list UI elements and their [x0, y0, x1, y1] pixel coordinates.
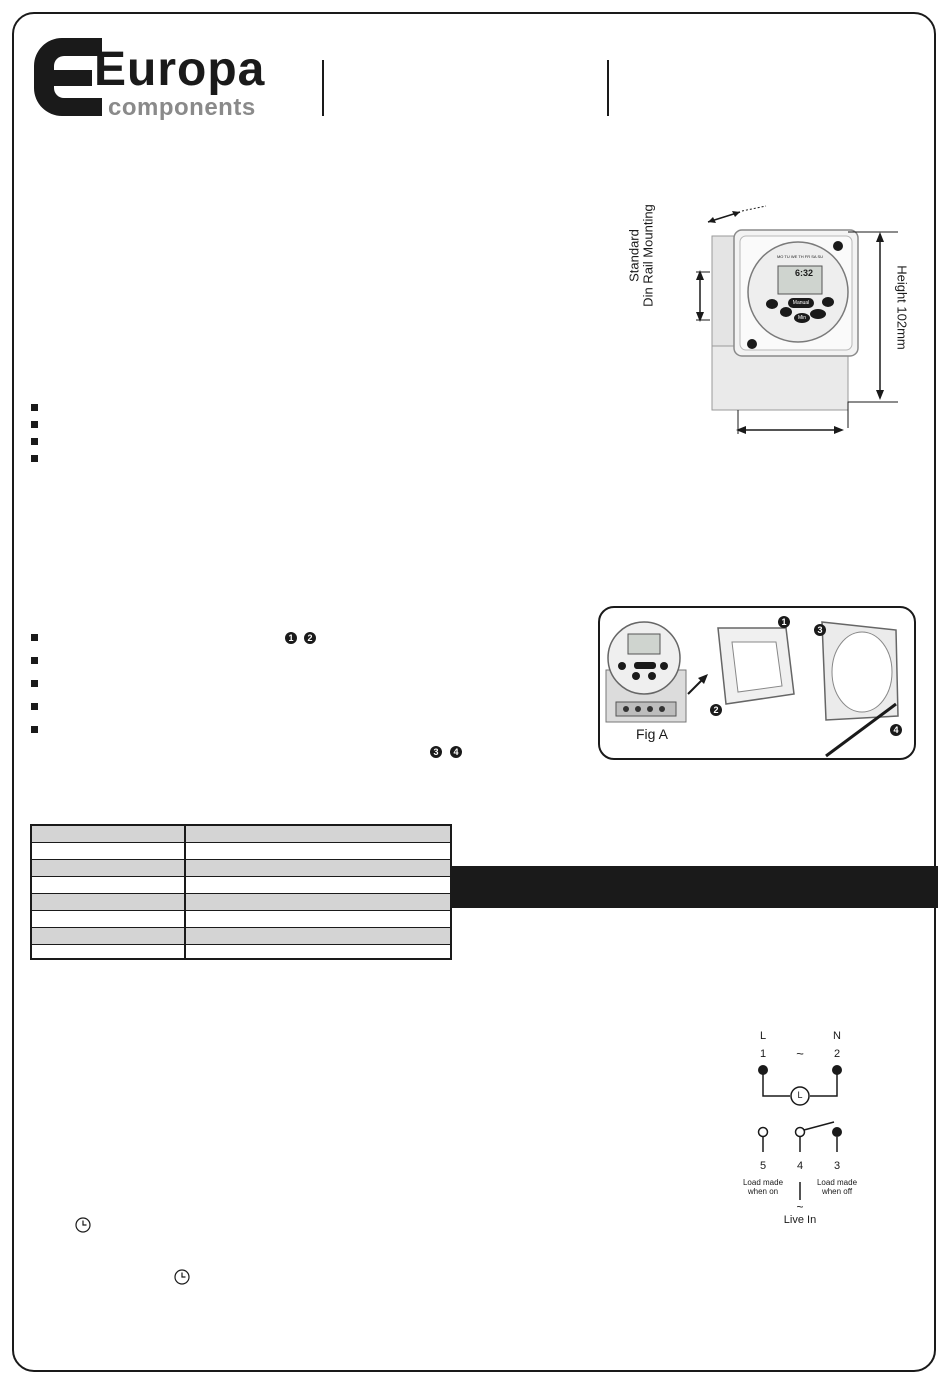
wiring-n-label: N	[833, 1030, 841, 1042]
fig-a-marker-1: 1	[778, 616, 790, 628]
bullet-marker	[31, 703, 38, 710]
bullet-marker	[31, 634, 38, 641]
terminal-2-label: 2	[833, 1048, 841, 1060]
fig-a-marker-2: 2	[710, 704, 722, 716]
product-figure	[626, 200, 930, 440]
inline-marker: 4	[450, 746, 462, 758]
bullet-marker	[31, 421, 38, 428]
load-on-line1: Load made	[742, 1178, 784, 1187]
header-divider-left	[322, 60, 324, 116]
load-off-line2: when off	[821, 1187, 853, 1196]
table-row	[32, 860, 450, 877]
mounting-label-line1: Standard	[626, 229, 642, 282]
table-row	[32, 945, 450, 958]
bullet-marker	[31, 404, 38, 411]
bullet-marker	[31, 657, 38, 664]
table-row	[32, 928, 450, 945]
device-days: MO TU WE TH FR SA SU	[776, 254, 824, 259]
clock-icon	[75, 1217, 91, 1233]
bullet-marker	[31, 680, 38, 687]
table-column-divider	[184, 826, 186, 958]
terminal-3-label: 3	[833, 1160, 841, 1172]
live-in-label: Live In	[783, 1214, 817, 1226]
terminal-1-label: 1	[759, 1048, 767, 1060]
load-off-line1: Load made	[816, 1178, 858, 1187]
table-row	[32, 843, 450, 860]
coil-label: L	[797, 1090, 803, 1100]
table-row	[32, 877, 450, 894]
bullet-marker	[31, 438, 38, 445]
table-row	[32, 911, 450, 928]
brand-name: Europa	[94, 43, 266, 96]
device-min-button-label: Min	[797, 315, 807, 321]
inline-marker: 3	[430, 746, 442, 758]
device-manual-button-label: Manual	[792, 300, 810, 306]
fig-a-marker-3: 3	[814, 624, 826, 636]
terminal-5-label: 5	[759, 1160, 767, 1172]
bullet-marker	[31, 726, 38, 733]
black-header-band	[452, 866, 938, 908]
mounting-label-line2: Din Rail Mounting	[640, 204, 656, 307]
fig-a-panel	[598, 606, 916, 760]
inline-marker: 1	[285, 632, 297, 644]
tilde-bottom: ~	[796, 1200, 804, 1214]
europa-logo	[32, 36, 322, 120]
load-on-line2: when on	[747, 1187, 779, 1196]
height-label: Height 102mm	[894, 265, 910, 350]
bullet-marker	[31, 455, 38, 462]
table-row	[32, 826, 450, 843]
spec-table	[30, 824, 452, 960]
timer-device-illustration	[640, 200, 930, 440]
terminal-4-label: 4	[796, 1160, 804, 1172]
wiring-l-label: L	[759, 1030, 767, 1042]
clock-icon	[174, 1269, 190, 1285]
table-row	[32, 894, 450, 911]
brand-sub: components	[108, 94, 256, 121]
wiring-diagram	[730, 1028, 880, 1238]
tilde-top: ~	[796, 1046, 804, 1061]
fig-a-marker-4: 4	[890, 724, 902, 736]
device-display-time: 6:32	[794, 268, 813, 278]
header-divider-right	[607, 60, 609, 116]
fig-a-label: Fig A	[636, 726, 668, 742]
inline-marker: 2	[304, 632, 316, 644]
